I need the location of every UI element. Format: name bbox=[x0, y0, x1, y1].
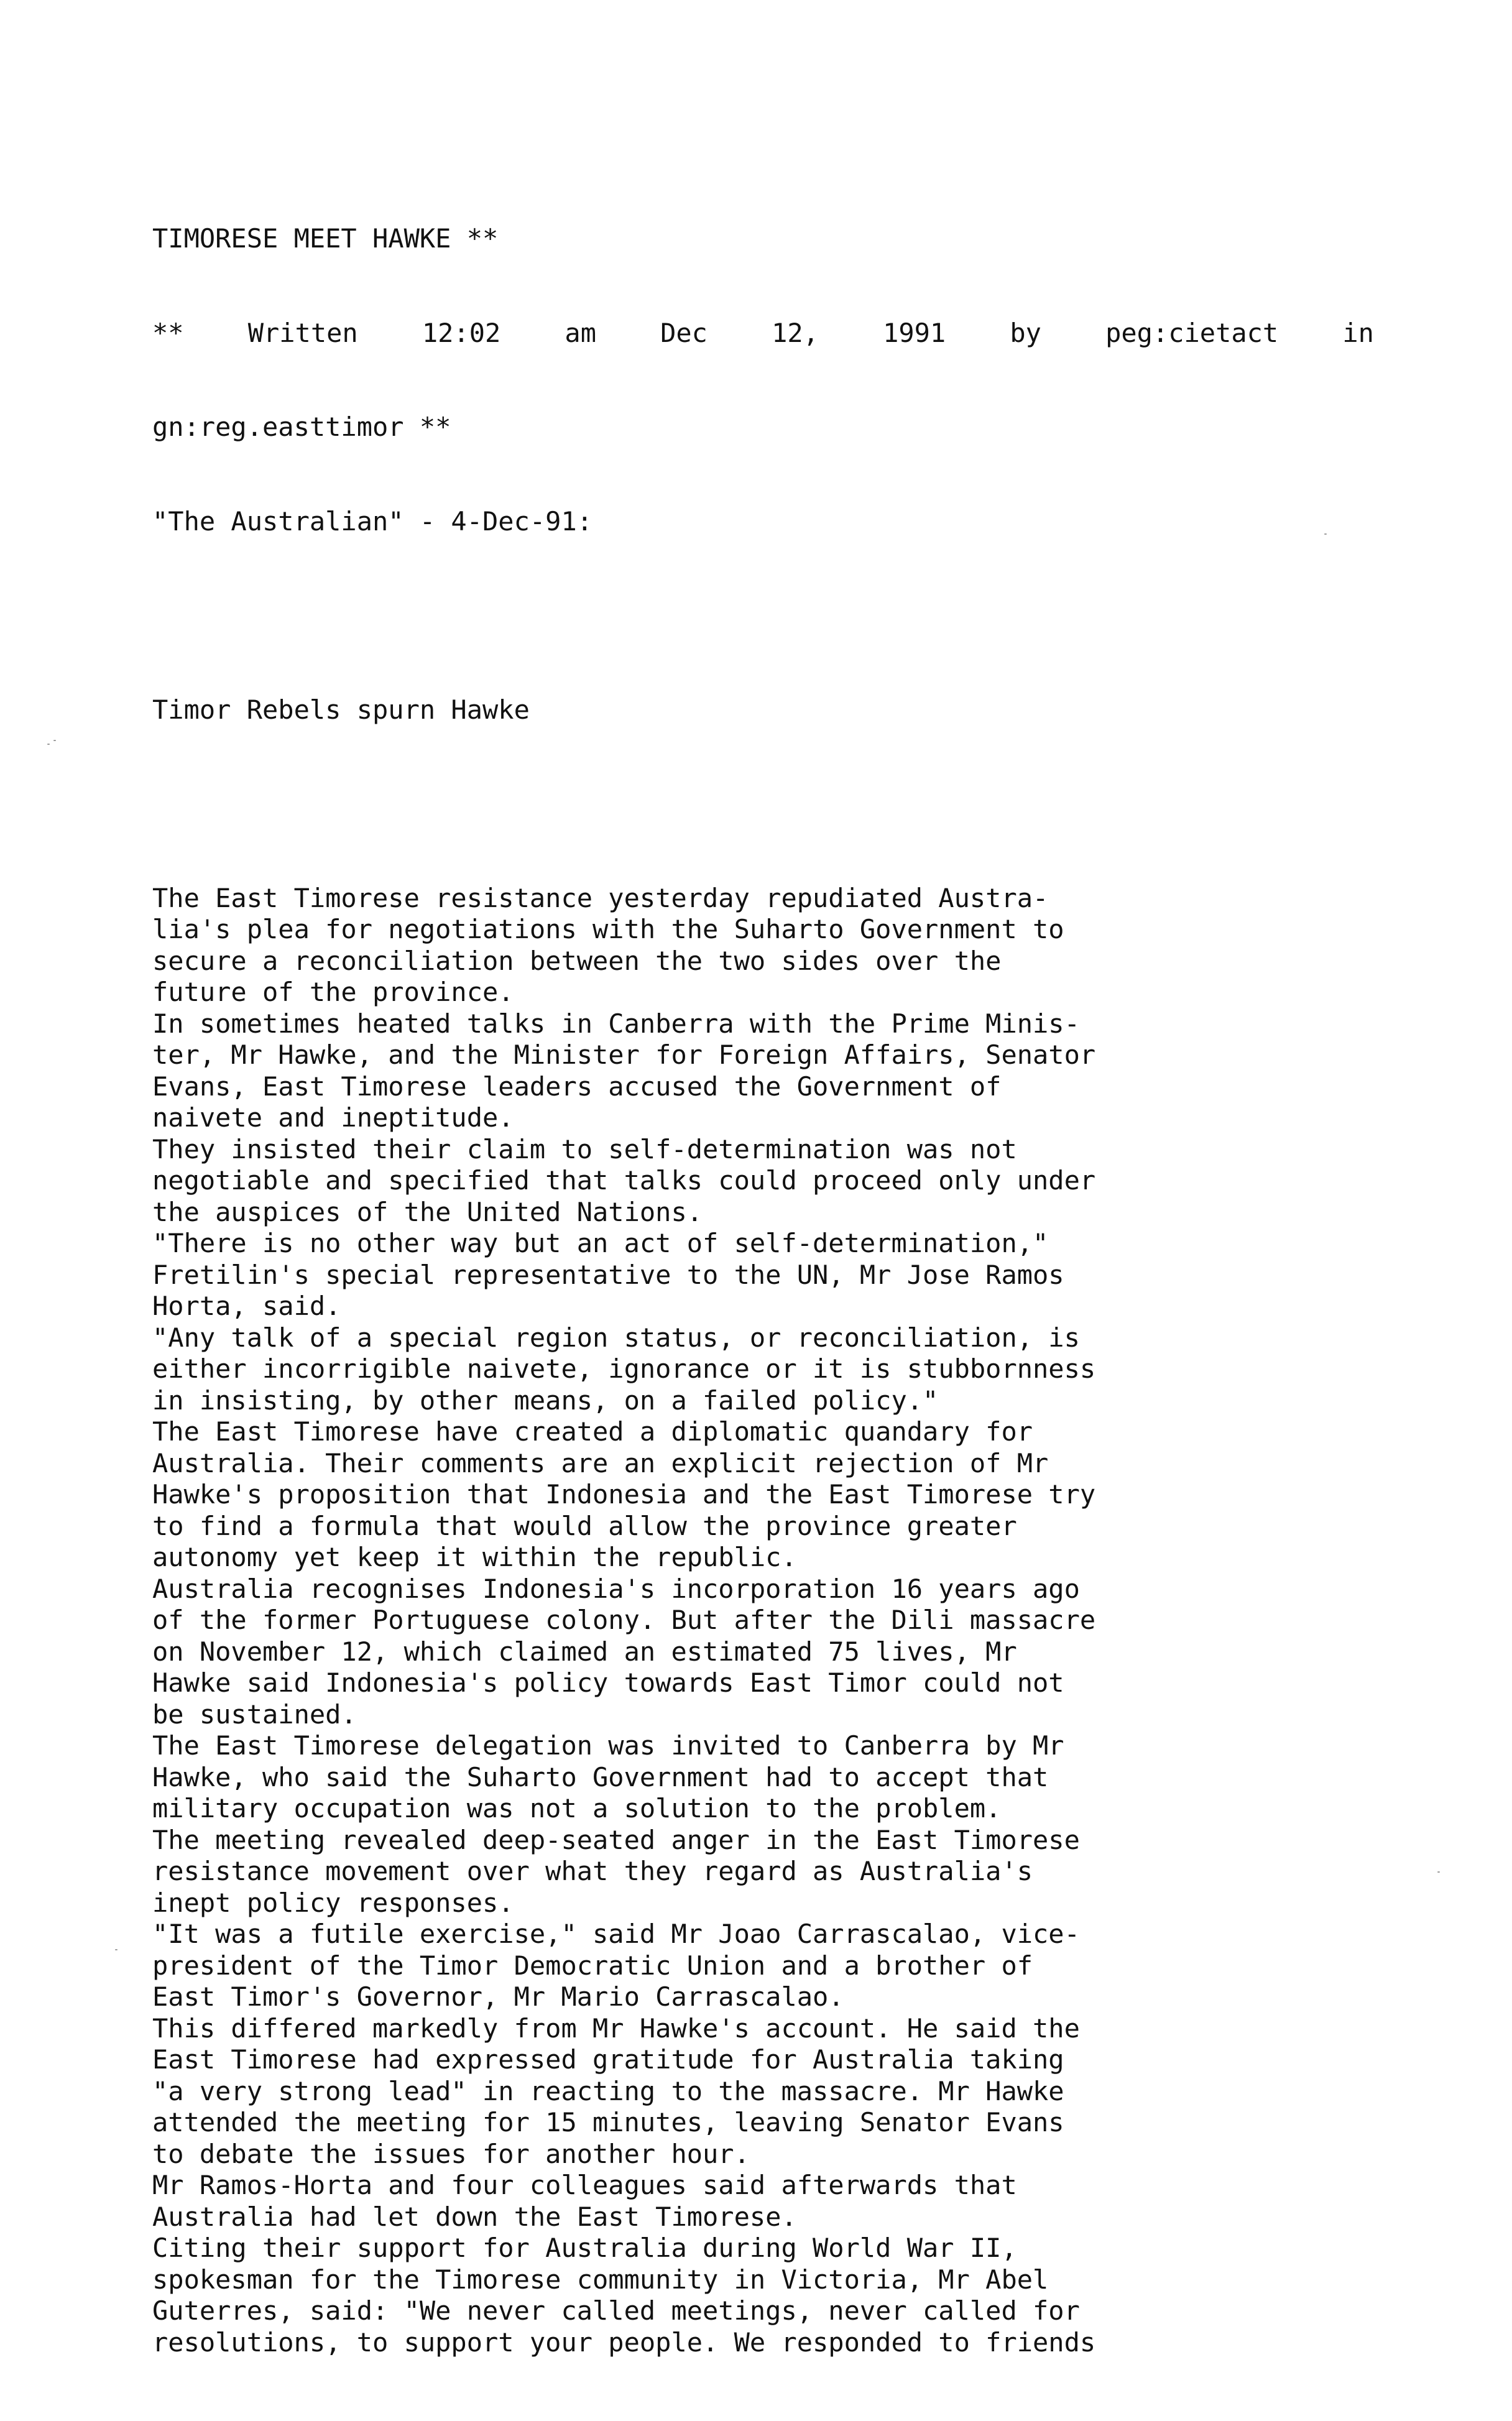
body-line: "It was a futile exercise," said Mr Joao Carrascalao, vice- bbox=[152, 1919, 1080, 1949]
byline bbox=[152, 318, 1374, 349]
body-line: secure a reconciliation between the two sides over the bbox=[152, 945, 1002, 976]
document-text bbox=[152, 160, 1408, 2421]
body-line: resolutions, to support your people. We responded to friends bbox=[152, 2326, 1096, 2358]
byline-continuation: gn:reg.easttimor ** bbox=[152, 412, 451, 442]
body-line: ter, Mr Hawke, and the Minister for Foreign Affairs, Senator bbox=[152, 1040, 1096, 1070]
body-line: the auspices of the United Nations. bbox=[152, 1196, 703, 1227]
byline-token: 1991 bbox=[883, 317, 946, 348]
body-line: attended the meeting for 15 minutes, leaving Senator Evans bbox=[152, 2107, 1064, 2137]
body-line: Evans, East Timorese leaders accused the Government of bbox=[152, 1071, 1002, 1102]
source-line: "The Australian" - 4-Dec-91: bbox=[152, 505, 593, 537]
body-line: Australia recognises Indonesia's incorporation 16 years ago bbox=[152, 1573, 1080, 1604]
body-line: They insisted their claim to self-determination was not bbox=[152, 1133, 1017, 1164]
byline-token: Dec bbox=[660, 317, 708, 348]
body-line: Horta, said. bbox=[152, 1291, 341, 1321]
body-line: Australia had let down the East Timorese. bbox=[152, 2201, 797, 2232]
body-line: military occupation was not a solution to the problem. bbox=[152, 1793, 1002, 1824]
body-line: "Any talk of a special region status, or reconciliation, is bbox=[152, 1322, 1080, 1353]
scan-speck bbox=[47, 744, 50, 745]
body-line: Australia. Their comments are an explicit rejection of Mr bbox=[152, 1447, 1049, 1478]
byline-token: ** bbox=[152, 317, 184, 348]
body-line: president of the Timor Democratic Union and a brother of bbox=[152, 1950, 1033, 1981]
body-line: future of the province. bbox=[152, 977, 514, 1007]
body-line: in insisting, by other means, on a failed policy." bbox=[152, 1385, 939, 1416]
body-line: of the former Portuguese colony. But after the Dili massacre bbox=[152, 1605, 1096, 1635]
body-line: be sustained. bbox=[152, 1699, 357, 1730]
body-line: In sometimes heated talks in Canberra with the Prime Minis- bbox=[152, 1008, 1080, 1039]
body-line: The East Timorese delegation was invited to Canberra by Mr bbox=[152, 1730, 1064, 1761]
body-line: The meeting revealed deep-seated anger in the East Timorese bbox=[152, 1824, 1080, 1855]
byline-token: 12:02 bbox=[422, 317, 501, 348]
doc-title: TIMORESE MEET HAWKE ** bbox=[152, 223, 499, 254]
article-body bbox=[152, 883, 1408, 2359]
body-line: This differed markedly from Mr Hawke's account. He said the bbox=[152, 2013, 1080, 2044]
blank-line bbox=[152, 788, 1408, 820]
blank-line bbox=[152, 600, 1408, 632]
body-line: Hawke, who said the Suharto Government had to accept that bbox=[152, 1761, 1049, 1792]
body-line: Mr Ramos-Horta and four colleagues said afterwards that bbox=[152, 2170, 1017, 2200]
body-line: spokesman for the Timorese community in Victoria, Mr Abel bbox=[152, 2264, 1049, 2295]
body-line: to find a formula that would allow the province greater bbox=[152, 1510, 1017, 1541]
body-line: lia's plea for negotiations with the Suharto Government to bbox=[152, 914, 1064, 944]
body-line: Fretilin's special representative to the UN, Mr Jose Ramos bbox=[152, 1259, 1064, 1290]
body-line: "There is no other way but an act of self-determination," bbox=[152, 1228, 1049, 1258]
headline: Timor Rebels spurn Hawke bbox=[152, 694, 530, 725]
body-line: inept policy responses. bbox=[152, 1887, 514, 1918]
body-line: The East Timorese have created a diplomatic quandary for bbox=[152, 1416, 1033, 1447]
byline-token: peg:cietact bbox=[1105, 317, 1279, 348]
body-line: Hawke said Indonesia's policy towards East Timor could not bbox=[152, 1667, 1064, 1698]
scan-speck bbox=[115, 1949, 118, 1950]
byline-token: 12, bbox=[772, 317, 819, 348]
body-line: negotiable and specified that talks could proceed only under bbox=[152, 1165, 1096, 1196]
byline-token: in bbox=[1342, 317, 1374, 348]
body-line: to debate the issues for another hour. bbox=[152, 2138, 750, 2169]
byline-token: by bbox=[1010, 317, 1041, 348]
byline-token: am bbox=[565, 317, 596, 348]
body-line: "a very strong lead" in reacting to the massacre. Mr Hawke bbox=[152, 2075, 1064, 2106]
scan-speck bbox=[1437, 1871, 1440, 1873]
body-line: East Timorese had expressed gratitude for Australia taking bbox=[152, 2044, 1064, 2075]
byline-token: Written bbox=[247, 317, 358, 348]
body-line: Citing their support for Australia during World War II, bbox=[152, 2233, 1017, 2263]
scan-speck bbox=[53, 740, 56, 741]
body-line: Hawke's proposition that Indonesia and the East Timorese try bbox=[152, 1479, 1096, 1510]
body-line: autonomy yet keep it within the republic. bbox=[152, 1542, 797, 1572]
body-line: either incorrigible naivete, ignorance or it is stubbornness bbox=[152, 1353, 1096, 1384]
body-line: resistance movement over what they regard as Australia's bbox=[152, 1856, 1033, 1886]
body-line: naivete and ineptitude. bbox=[152, 1102, 514, 1133]
body-line: Guterres, said: "We never called meetings, never called for bbox=[152, 2295, 1080, 2326]
body-line: East Timor's Governor, Mr Mario Carrascalao. bbox=[152, 1981, 844, 2012]
body-line: on November 12, which claimed an estimated 75 lives, Mr bbox=[152, 1636, 1017, 1667]
body-line: The East Timorese resistance yesterday repudiated Austra- bbox=[152, 882, 1049, 913]
